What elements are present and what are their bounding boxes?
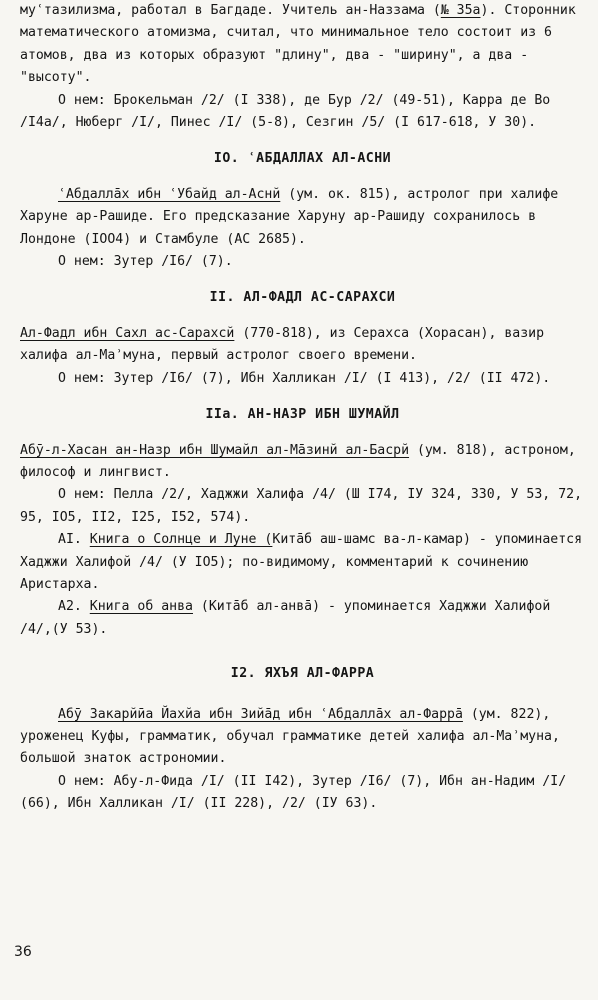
person-name: Абӯ Закарйӣа Йахйа ибн Зийāд ибн ʿАбдаллāх ал-Фаррā	[58, 706, 463, 722]
person-name: ʿАбдаллāх ибн ʿУбайд ал-Аснй	[58, 186, 281, 202]
entry-paragraph: Ал-Фадл ибн Сахл ас-Сарахсй (770-818), из Серахса (Хорасан), вазир халифа ал-Маʾмуна, первый астролог своего времени.	[20, 325, 545, 364]
references-paragraph: О нем: Брокельман /2/ (I 338), де Бур /2/ (49-51), Карра де Во /I4а/, Нюберг /I/, Пинес /I/ (5-8), Сезгин /5/ (I 617-618, У 30).	[20, 92, 551, 131]
work-item-a2: А2. Книга об анва (Китāб ал-анвā) - упоминается Хаджжи Халифой /4/,(У 53).	[20, 599, 551, 637]
entry-paragraph: ʿАбдаллāх ибн ʿУбайд ал-Аснй (ум. ок. 815), астролог при халифе Харуне ар-Рашиде. Его предсказание Харуну ар-Рашиду сохранилось в Лондоне (IОО4) и Стамбуле (АС 2685).	[20, 186, 559, 247]
references-paragraph: О нем: Зутер /I6/ (7).	[58, 254, 233, 270]
section-heading-12: I2. ЯХЪЯ АЛ-ФАРРА	[230, 666, 375, 682]
work-item-a1: АI. Книга о Солнце и Луне (Китāб аш-шамс ва-л-камар) - упоминается Хаджжи Халифой /4/ (У IО5); по-видимому, комментарий к сочинению Аристарха.	[20, 532, 583, 592]
paragraph: муʿтазилизма, работал в Багдаде. Учитель ан-Наззама (№ 35а). Сторонник математического атомизма, считал, что минимальное тело состоит из 6 атомов, два из которых образуют "длину", два - "ширину", а два - "высоту".	[20, 3, 576, 86]
person-name: Абӯ-л-Хасан ан-Назр ибн Шумайл ал-Мāзинй ал-Басрй	[20, 442, 410, 458]
references-paragraph: О нем: Пелла /2/, Хаджжи Халифа /4/ (Ш I74, IУ 324, 330, У 53, 72, 95, IО5, II2, I25, I52, 574).	[20, 487, 583, 525]
page-content	[20, 0, 585, 816]
references-paragraph: О нем: Зутер /I6/ (7), Ибн Халликан /I/ (I 413), /2/ (II 472).	[58, 370, 551, 386]
section-heading-11a: IIа. АН-НАЗР ИБН ШУМАЙЛ	[205, 407, 400, 423]
page-number: 36	[14, 944, 32, 960]
entry-paragraph: Абӯ-л-Хасан ан-Назр ибн Шумайл ал-Мāзинй ал-Басрй (ум. 818), астроном, философ и лингвист.	[20, 442, 576, 480]
person-name: Ал-Фадл ибн Сахл ас-Сарахсй	[20, 325, 235, 341]
entry-paragraph: Абӯ Закарйӣа Йахйа ибн Зийāд ибн ʿАбдаллāх ал-Фаррā (ум. 822), уроженец Куфы, грамматик, обучал грамматике детей халифа ал-Маʾмуна, большой знаток астрономии.	[20, 706, 560, 767]
work-title: Книга о Солнце и Луне (	[89, 532, 273, 548]
work-title: Книга об анва	[89, 599, 193, 615]
cross-reference: № 35а	[440, 3, 481, 18]
references-paragraph: О нем: Абу-л-Фида /I/ (II I42), Зутер /I6/ (7), Ибн ан-Надим /I/ (66), Ибн Халликан /I/ (II 228), /2/ (IУ 63).	[20, 773, 567, 812]
section-heading-11: II. АЛ-ФАДЛ АС-САРАХСИ	[209, 290, 396, 306]
section-heading-10: IО. ʿАБДАЛЛАХ АЛ-АСНИ	[213, 151, 392, 167]
